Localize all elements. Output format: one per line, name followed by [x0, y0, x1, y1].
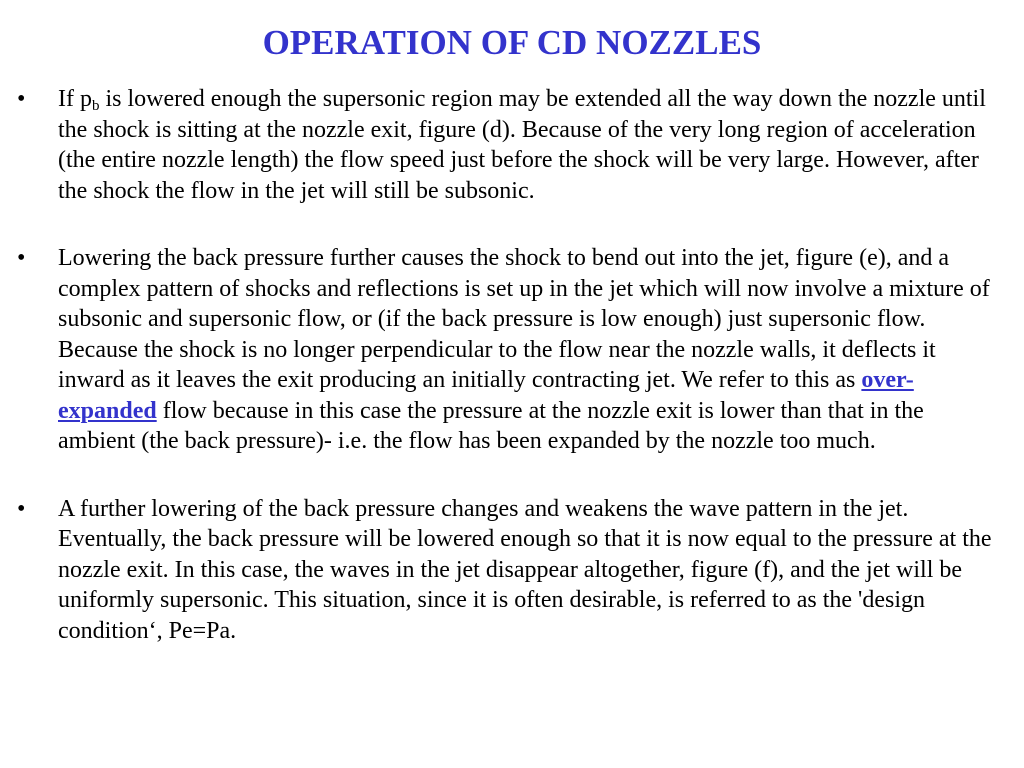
slide-title: OPERATION OF CD NOZZLES: [262, 23, 762, 62]
bullet-text-rest: is lowered enough the supersonic region may be extended all the way down the nozzle until the shock is sitting at the nozzle exit, figure (d). Because of the very long region of acceleration (the entire nozzle length) the flow speed just before the shock will be very large. However, after the shock the flow in the jet will still be subsonic.: [58, 86, 986, 204]
bullet-text: A further lowering of the back pressure changes and weakens the wave pattern in the jet. Eventually, the back pressure will be lowered enough so that it is now equal to the pressure at the nozzle exit. In this case, the waves in the jet disappear altogether, figure (f), and the jet will be uniformly supersonic. This situation, since it is often desirable, is referred to as the 'design condition‘, Pe=Pa.: [58, 495, 992, 644]
pressure-subscript: b: [91, 98, 100, 114]
bullet-item-design-condition: [0, 494, 1024, 647]
bullet-text-start: Lowering the back pressure further causes the shock to bend out into the jet, figure (e), and a complex pattern of shocks and reflections is set up in the jet which will now involve a mixture of subsonic and supersonic flow, or (if the back pressure is low enough) just supersonic flow. Because the shock is no longer perpendicular to the flow near the nozzle walls, it deflects it inward as it leaves the exit producing an initially contracting jet. We refer to this as: [58, 245, 990, 393]
bullet-item-over-expanded: [0, 243, 1024, 457]
bullet-list: [0, 84, 1024, 646]
bullet-icon: •: [17, 495, 26, 522]
bullet-text-start: If p: [58, 86, 92, 112]
over-expanded-link[interactable]: over-expanded: [58, 367, 914, 424]
bullet-icon: •: [17, 245, 26, 271]
bullet-text-rest: flow because in this case the pressure at the nozzle exit is lower than that in the ambient (the back pressure)- i.e. the flow has been expanded by the nozzle too much.: [58, 397, 924, 454]
bullet-icon: •: [17, 86, 26, 112]
bullet-item-shock-at-exit: [0, 84, 1024, 206]
